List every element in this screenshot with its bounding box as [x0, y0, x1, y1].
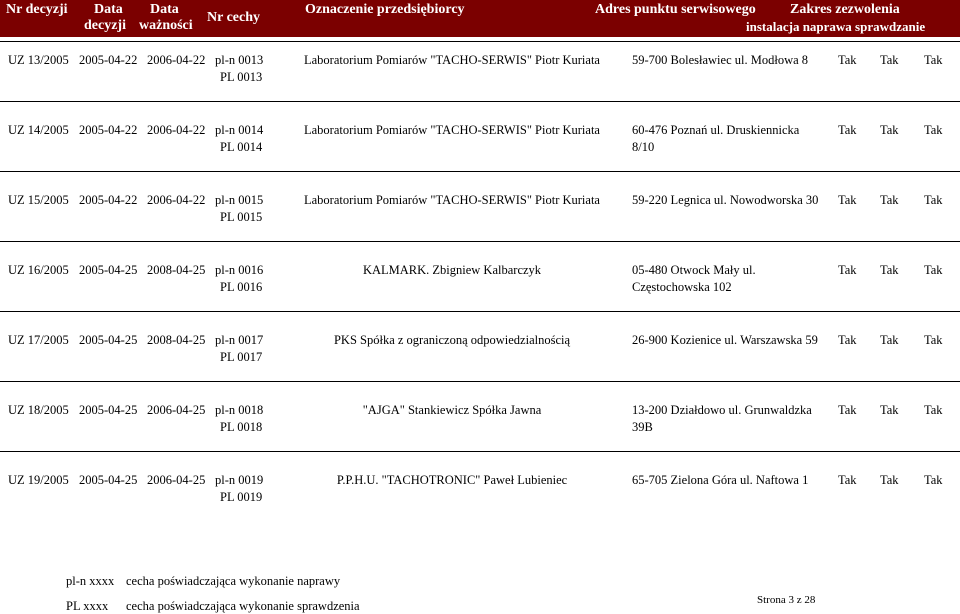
- cell-sprawdzanie: Tak: [924, 193, 943, 207]
- table-header: [0, 0, 960, 37]
- cell-nr-decyzji: UZ 14/2005: [8, 123, 69, 137]
- cell-nr-decyzji: UZ 13/2005: [8, 53, 69, 67]
- cell-data-decyzji: 2005-04-25: [79, 263, 138, 277]
- cell-adres-1: 60-476 Poznań ul. Druskiennicka: [632, 123, 800, 137]
- cell-naprawa: Tak: [880, 263, 899, 277]
- cell-cecha-1: pl-n 0018: [215, 403, 264, 417]
- cell-data-decyzji: 2005-04-22: [79, 123, 138, 137]
- cell-przedsiebiorca: Laboratorium Pomiarów "TACHO-SERWIS" Piotr Kuriata: [304, 193, 600, 207]
- cell-sprawdzanie: Tak: [924, 403, 943, 417]
- cell-sprawdzanie: Tak: [924, 473, 943, 487]
- header-nr-decyzji: Nr decyzji: [6, 2, 68, 17]
- legend-code-1: pl-n xxxx: [66, 574, 115, 588]
- cell-sprawdzanie: Tak: [924, 53, 943, 67]
- cell-naprawa: Tak: [880, 403, 899, 417]
- cell-instalacja: Tak: [838, 473, 857, 487]
- cell-cecha-2: PL 0015: [220, 210, 263, 224]
- cell-nr-decyzji: UZ 17/2005: [8, 333, 69, 347]
- cell-data-waznosci: 2006-04-25: [147, 473, 206, 487]
- cell-data-decyzji: 2005-04-22: [79, 193, 138, 207]
- cell-data-waznosci: 2006-04-22: [147, 193, 206, 207]
- cell-cecha-1: pl-n 0013: [215, 53, 264, 67]
- cell-data-decyzji: 2005-04-25: [79, 333, 138, 347]
- cell-adres-1: 59-220 Legnica ul. Nowodworska 30: [632, 193, 819, 207]
- cell-adres-1: 05-480 Otwock Mały ul.: [632, 263, 756, 277]
- cell-instalacja: Tak: [838, 403, 857, 417]
- cell-cecha-2: PL 0013: [220, 70, 263, 84]
- cell-cecha-2: PL 0014: [220, 140, 263, 154]
- cell-przedsiebiorca: PKS Spółka z ograniczoną odpowiedzialnością: [333, 333, 571, 347]
- cell-cecha-1: pl-n 0019: [215, 473, 264, 487]
- cell-instalacja: Tak: [838, 263, 857, 277]
- row-divider: [0, 311, 960, 312]
- header-zakres: Zakres zezwolenia: [790, 2, 900, 17]
- cell-przedsiebiorca: Laboratorium Pomiarów "TACHO-SERWIS" Piotr Kuriata: [304, 123, 600, 137]
- cell-cecha-2: PL 0019: [220, 490, 263, 504]
- cell-cecha-1: pl-n 0016: [215, 263, 264, 277]
- divider: [0, 41, 960, 42]
- cell-instalacja: Tak: [838, 53, 857, 67]
- cell-data-waznosci: 2006-04-22: [147, 53, 206, 67]
- cell-sprawdzanie: Tak: [924, 263, 943, 277]
- cell-naprawa: Tak: [880, 473, 899, 487]
- cell-nr-decyzji: UZ 18/2005: [8, 403, 69, 417]
- cell-naprawa: Tak: [880, 193, 899, 207]
- cell-instalacja: Tak: [838, 333, 857, 347]
- cell-adres-2: 39B: [632, 420, 653, 434]
- row-divider: [0, 101, 960, 102]
- row-divider: [0, 171, 960, 172]
- legend-desc-1: cecha poświadczająca wykonanie naprawy: [126, 574, 341, 588]
- cell-cecha-2: PL 0016: [220, 280, 263, 294]
- cell-cecha-1: pl-n 0017: [215, 333, 264, 347]
- cell-data-waznosci: 2008-04-25: [147, 263, 206, 277]
- header-data-waznosci-1: Data: [150, 2, 179, 17]
- cell-data-decyzji: 2005-04-25: [79, 473, 138, 487]
- row-divider: [0, 381, 960, 382]
- cell-cecha-2: PL 0018: [220, 420, 263, 434]
- cell-data-decyzji: 2005-04-25: [79, 403, 138, 417]
- cell-instalacja: Tak: [838, 123, 857, 137]
- cell-data-waznosci: 2006-04-22: [147, 123, 206, 137]
- header-adres: Adres punktu serwisowego: [595, 2, 756, 17]
- cell-sprawdzanie: Tak: [924, 333, 943, 347]
- header-data-waznosci-2: ważności: [139, 18, 193, 33]
- header-nr-cechy: Nr cechy: [207, 10, 260, 25]
- cell-przedsiebiorca: Laboratorium Pomiarów "TACHO-SERWIS" Piotr Kuriata: [304, 53, 600, 67]
- header-zakres-sub: instalacja naprawa sprawdzanie: [746, 19, 926, 34]
- cell-adres-2: Częstochowska 102: [632, 280, 732, 294]
- cell-cecha-2: PL 0017: [220, 350, 263, 364]
- cell-adres-1: 65-705 Zielona Góra ul. Naftowa 1: [632, 473, 809, 487]
- header-data-decyzji-2: decyzji: [84, 18, 126, 33]
- cell-cecha-1: pl-n 0015: [215, 193, 264, 207]
- row-divider: [0, 241, 960, 242]
- cell-przedsiebiorca: KALMARK. Zbigniew Kalbarczyk: [362, 263, 542, 277]
- cell-adres-1: 59-700 Bolesławiec ul. Modłowa 8: [632, 53, 809, 67]
- cell-sprawdzanie: Tak: [924, 123, 943, 137]
- legend-desc-2: cecha poświadczająca wykonanie sprawdzenia: [126, 599, 360, 613]
- row-divider: [0, 451, 960, 452]
- cell-naprawa: Tak: [880, 333, 899, 347]
- cell-przedsiebiorca: "AJGA" Stankiewicz Spółka Jawna: [362, 403, 542, 417]
- cell-adres-2: 8/10: [632, 140, 655, 154]
- cell-adres-1: 13-200 Działdowo ul. Grunwaldzka: [632, 403, 812, 417]
- cell-cecha-1: pl-n 0014: [215, 123, 264, 137]
- cell-nr-decyzji: UZ 15/2005: [8, 193, 69, 207]
- page-number: Strona 3 z 28: [757, 594, 816, 606]
- cell-data-decyzji: 2005-04-22: [79, 53, 138, 67]
- header-data-decyzji-1: Data: [94, 2, 123, 17]
- cell-nr-decyzji: UZ 19/2005: [8, 473, 69, 487]
- cell-adres-1: 26-900 Kozienice ul. Warszawska 59: [632, 333, 818, 347]
- cell-nr-decyzji: UZ 16/2005: [8, 263, 69, 277]
- cell-data-waznosci: 2008-04-25: [147, 333, 206, 347]
- cell-przedsiebiorca: P.P.H.U. "TACHOTRONIC" Paweł Lubieniec: [336, 473, 568, 487]
- header-przedsiebiorca: Oznaczenie przedsiębiorcy: [305, 2, 465, 17]
- legend-code-2: PL xxxx: [66, 599, 109, 613]
- cell-naprawa: Tak: [880, 53, 899, 67]
- cell-naprawa: Tak: [880, 123, 899, 137]
- cell-instalacja: Tak: [838, 193, 857, 207]
- cell-data-waznosci: 2006-04-25: [147, 403, 206, 417]
